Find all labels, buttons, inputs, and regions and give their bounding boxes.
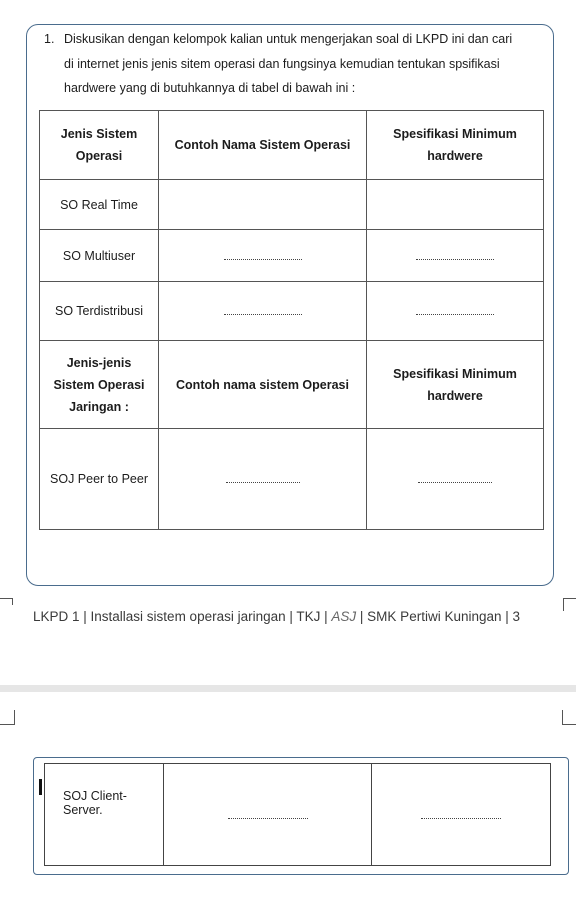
row-label: SO Multiuser (40, 230, 159, 282)
page-gap (0, 685, 576, 692)
dotted-blank (226, 482, 300, 483)
text-cursor (39, 779, 42, 795)
header-text: hardwere (427, 388, 483, 403)
dotted-blank (421, 818, 501, 819)
question-line-1: Diskusikan dengan kelompok kalian untuk mengerjakan soal di LKPD ini dan cari (64, 32, 513, 46)
header-text: Jenis Sistem (60, 127, 138, 141)
header-text: Spesifikasi Minimum (393, 366, 517, 381)
dotted-blank (228, 818, 308, 819)
question-line-3: hardwere yang di butuhkannya di tabel di bawah ini : (64, 81, 356, 95)
table-row (40, 282, 544, 341)
header-text: Operasi (75, 149, 123, 163)
row-label: SO Terdistribusi (40, 282, 159, 341)
table-row (40, 230, 544, 282)
answer-cell[interactable] (367, 282, 544, 341)
answer-cell[interactable] (159, 180, 367, 230)
header-jenis-sistem (40, 111, 159, 180)
row-label: SO Real Time (40, 180, 159, 230)
header-contoh-nama-jaringan: Contoh nama sistem Operasi (159, 341, 367, 429)
footer-text: | SMK Pertiwi Kuningan | 3 (356, 609, 521, 624)
dotted-blank (416, 259, 494, 260)
page-corner-mark (563, 598, 576, 611)
header-text: Jaringan : (69, 399, 129, 414)
page-corner-mark (0, 710, 15, 725)
os-spec-table (39, 110, 544, 530)
header-spesifikasi-jaringan (367, 341, 544, 429)
answer-cell[interactable] (164, 764, 372, 866)
answer-cell[interactable] (159, 282, 367, 341)
page-corner-mark (0, 598, 13, 605)
answer-cell[interactable] (372, 764, 551, 866)
answer-cell[interactable] (367, 180, 544, 230)
header-jenis-jaringan (40, 341, 159, 429)
header-spesifikasi (367, 111, 544, 180)
answer-cell[interactable] (159, 429, 367, 530)
answer-cell[interactable] (367, 429, 544, 530)
table-row (45, 764, 551, 866)
table-header-row-2 (40, 341, 544, 429)
table-header-row (40, 111, 544, 180)
answer-cell[interactable] (367, 230, 544, 282)
dotted-blank (418, 482, 492, 483)
dotted-blank (224, 314, 302, 315)
question-number: 1. (44, 32, 55, 46)
header-text: Spesifikasi Minimum (393, 127, 517, 141)
dotted-blank (224, 259, 302, 260)
dotted-blank (416, 314, 494, 315)
header-contoh-nama: Contoh Nama Sistem Operasi (159, 111, 367, 180)
header-text: Sistem Operasi (53, 377, 145, 392)
os-spec-table-continued (44, 763, 551, 866)
table-row (40, 180, 544, 230)
answer-cell[interactable] (159, 230, 367, 282)
header-text: hardwere (427, 149, 483, 163)
table-row (40, 429, 544, 530)
footer-italic-text: ASJ (331, 609, 357, 624)
page-footer (33, 609, 520, 624)
page-corner-mark (562, 710, 576, 725)
header-text: Jenis-jenis (66, 355, 132, 370)
row-label: SOJ Client-Server. (45, 764, 164, 866)
footer-text: LKPD 1 | Installasi sistem operasi jaringan | TKJ | (33, 609, 332, 624)
question-line-2: di internet jenis jenis sitem operasi dan fungsinya kemudian tentukan spsifikasi (64, 57, 500, 71)
row-label: SOJ Peer to Peer (40, 429, 159, 530)
